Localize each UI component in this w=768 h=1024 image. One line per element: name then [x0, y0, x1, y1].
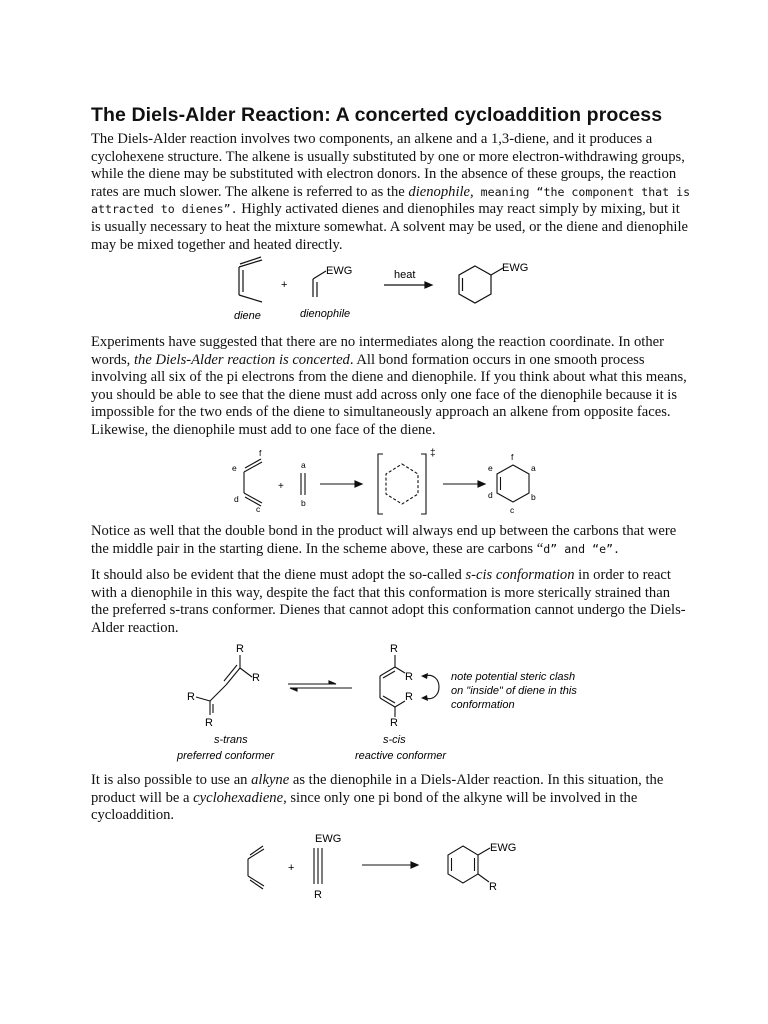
- term-alkyne: alkyne: [251, 772, 290, 788]
- diene-structure: [239, 257, 262, 302]
- alkyne-text-end: , since only one pi bond of the alkyne will be involved in the cycloaddition.: [91, 789, 638, 824]
- trans-r-bottom: R: [205, 717, 213, 729]
- cis-caption-2: reactive conformer: [355, 750, 447, 762]
- cis-r-upper: R: [405, 671, 413, 683]
- cis-caption-1: s-cis: [383, 734, 406, 746]
- paragraph-concerted: [91, 334, 691, 440]
- cyclohexadiene-product: [448, 846, 490, 883]
- carbons-d-e: d” and “e”.: [543, 541, 621, 556]
- s-cis-structure: [380, 655, 439, 717]
- alkyne-text-mid: as the dienophile in a Diels-Alder reaction. In this situation, the product will be a: [91, 772, 664, 806]
- plus-sign: +: [288, 862, 295, 874]
- paragraph-s-cis: [91, 567, 691, 637]
- term-cyclohexadiene: cyclohexadiene: [193, 789, 284, 806]
- dagger-symbol: ‡: [430, 448, 436, 459]
- scheme-alkyne: [0, 828, 768, 904]
- plus-sign: +: [281, 279, 288, 291]
- trans-r-top: R: [236, 643, 244, 655]
- paragraph-alkyne: [91, 772, 691, 825]
- cyclohexene-product: [459, 266, 503, 303]
- cis-r-bottom: R: [390, 717, 398, 729]
- note-line-1: note potential steric clash: [451, 671, 576, 683]
- scheme-basic-reaction: [0, 255, 768, 330]
- product-label-b: b: [531, 492, 536, 502]
- equilibrium-arrows: [288, 681, 352, 691]
- paragraph-double-bond: [91, 523, 691, 558]
- double-bond-text: Notice as well that the double bond in the product will always end up between the carbons that were the middle pair in the starting diene. In the scheme above, these are carbons “: [91, 523, 677, 557]
- label-d: d: [234, 494, 239, 504]
- ewg-product-label: EWG: [502, 262, 529, 274]
- alkyne-diene: [248, 846, 264, 889]
- label-b: b: [301, 498, 306, 508]
- label-c: c: [256, 504, 261, 514]
- s-cis-text: It should also be evident that the diene must adopt the so-called: [91, 567, 466, 583]
- intro-text: The Diels-Alder reaction involves two components, an alkene and a 1,3-diene, and it produces a cyclohexene structure. The alkene is usually substituted by one or more electron-withdrawing groups, while the diene may be substituted with electron donors. In the absence of these groups, the reaction rates are much slower. The alkene is referred to as the: [91, 131, 685, 200]
- clash-arrowhead-bottom: [421, 695, 428, 701]
- trans-caption-1: s-trans: [214, 734, 248, 746]
- plus-sign: +: [278, 481, 284, 492]
- alkyne-structure: [314, 848, 322, 884]
- intro-quote: meaning “the component that is attracted to dienes”.: [91, 184, 691, 217]
- note-line-2: on "inside" of diene in this: [451, 685, 577, 697]
- trans-caption-2: preferred conformer: [177, 750, 275, 762]
- trans-r-right: R: [252, 672, 260, 684]
- labeled-dienophile: [301, 473, 305, 495]
- ewg-diene-product-label: EWG: [490, 842, 517, 854]
- diene-caption: diene: [234, 310, 261, 322]
- cis-r-lower: R: [405, 691, 413, 703]
- term-s-cis: s-cis conformation: [465, 567, 575, 583]
- label-a: a: [301, 460, 306, 470]
- concerted-emphasis: the Diels-Alder reaction is concerted: [133, 351, 350, 368]
- dienophile-structure: [313, 271, 326, 297]
- product-label-a: a: [531, 463, 536, 473]
- labeled-diene: [244, 459, 262, 506]
- concerted-text: Experiments have suggested that there are no intermediates along the reaction coordinate. In other words,: [91, 334, 664, 368]
- label-e: e: [232, 463, 237, 473]
- arrow-to-product: [443, 481, 485, 487]
- scheme-transition-state: [0, 446, 768, 518]
- paragraph-intro: [91, 131, 691, 254]
- scheme-conformers: [0, 640, 768, 768]
- r-alkyne-label: R: [314, 889, 322, 901]
- ewg-reactant-label: EWG: [326, 265, 353, 277]
- page-title: The Diels-Alder Reaction: A concerted cycloaddition process: [91, 104, 663, 126]
- product-label-f: f: [511, 452, 514, 462]
- label-f: f: [259, 448, 262, 458]
- product-label-c: c: [510, 505, 515, 515]
- dienophile-caption: dienophile: [300, 308, 351, 320]
- heat-label: heat: [394, 269, 416, 281]
- s-trans-structure: [196, 655, 252, 715]
- arrow-to-ts: [320, 481, 362, 487]
- cis-r-top: R: [390, 643, 398, 655]
- term-dienophile: dienophile,: [408, 183, 474, 200]
- alkyne-text: It is also possible to use an: [91, 772, 252, 788]
- product-label-e: e: [488, 463, 493, 473]
- s-cis-text-end: in order to react with a dienophile in this way, despite the fact that this conformation is more sterically strained than the preferred s-trans conformer. Dienes that cannot adopt this conformation cannot undergo the Diels-Alder reaction.: [91, 567, 686, 636]
- clash-arrowhead-top: [421, 673, 428, 679]
- intro-text-end: Highly activated dienes and dienophiles may react simply by mixing, but it is usually necessary to heat the mixture somewhat. A solvent may be used, or the diene and dienophile may be mixed together and heated directly.: [91, 201, 688, 253]
- r-diene-product-label: R: [489, 881, 497, 893]
- labeled-product: [497, 465, 529, 502]
- trans-r-left: R: [187, 691, 195, 703]
- reaction-arrow: [362, 862, 418, 868]
- concerted-text-end: . All bond formation occurs in one smooth process involving all six of the pi electrons from the diene and dienophile. If you think about what this means, you should be able to see that the diene must add across only one face of the dienophile because it is impossible for the two ends of the diene to simultaneously approach an alkene from opposite faces. Likewise, the dienophile must add to one face of the diene.: [91, 351, 687, 438]
- note-line-3: conformation: [451, 699, 515, 711]
- product-label-d: d: [488, 490, 493, 500]
- transition-state-structure: [378, 454, 426, 514]
- reaction-arrow: [384, 282, 432, 288]
- ewg-alkyne-label: EWG: [315, 833, 342, 845]
